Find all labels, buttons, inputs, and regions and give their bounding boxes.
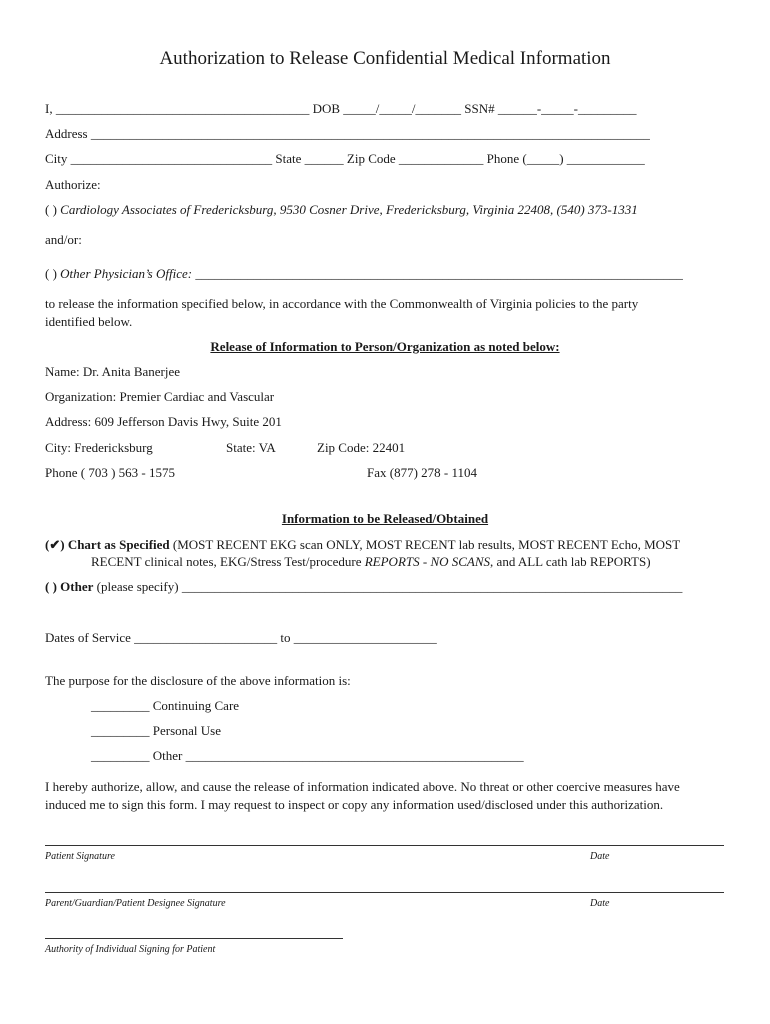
recipient-zip: Zip Code: 22401 (317, 440, 406, 455)
authorize-option-cardiology[interactable] (45, 202, 638, 218)
guardian-signature-line[interactable] (45, 892, 724, 893)
recipient-name: Name: Dr. Anita Banerjee (45, 364, 181, 379)
recipient-heading: Release of Information to Person/Organization as noted below: (210, 339, 560, 354)
purpose-option-personal-use[interactable]: _________ Personal Use (91, 723, 221, 738)
other-physician-label: Other Physician’s Office: (60, 266, 193, 281)
option-checkbox[interactable]: ( ) (45, 266, 57, 281)
chart-as-specified-option[interactable] (45, 537, 680, 553)
release-text-line-2: identified below. (45, 314, 133, 329)
recipient-city: City: Fredericksburg (45, 440, 153, 455)
chart-description-line-1: (MOST RECENT EKG scan ONLY, MOST RECENT lab results, MOST RECENT Echo, MOST (169, 537, 681, 552)
checkmark-icon[interactable]: (✔) (45, 537, 65, 552)
other-label: Other (60, 579, 94, 594)
chart-desc-part-a: RECENT clinical notes, EKG/Stress Test/procedure (91, 554, 365, 569)
consent-line-1: I hereby authorize, allow, and cause the release of information indicated above. No threat or other coercive measures have (45, 779, 680, 794)
recipient-fax: Fax (877) 278 - 1104 (367, 465, 478, 480)
address-line[interactable]: Address ______________________________________________________________________________________ (45, 126, 650, 141)
release-text-line-1: to release the information specified below, in accordance with the Commonwealth of Virginia policies to the party (45, 296, 639, 311)
authority-line[interactable] (45, 938, 343, 939)
authority-label: Authority of Individual Signing for Patient (45, 944, 216, 955)
city-state-zip-phone-line[interactable]: City _______________________________ State ______ Zip Code _____________ Phone (_____) ____________ (45, 151, 645, 166)
recipient-phone: Phone ( 703 ) 563 - 1575 (45, 465, 175, 480)
date-label: Date (590, 851, 610, 862)
patient-signature-line[interactable] (45, 845, 724, 846)
recipient-address: Address: 609 Jefferson Davis Hwy, Suite 201 (45, 414, 282, 429)
option-checkbox[interactable]: ( ) (45, 202, 57, 217)
cardiology-associates-text: Cardiology Associates of Fredericksburg, 9530 Cosner Drive, Fredericksburg, Virginia 22408, (540) 373-1331 (60, 202, 638, 217)
chart-as-specified-label: Chart as Specified (67, 537, 170, 552)
chart-desc-part-c: , and ALL cath lab REPORTS) (490, 554, 651, 569)
authorize-label: Authorize: (45, 177, 101, 192)
purpose-label: The purpose for the disclosure of the above information is: (45, 673, 351, 688)
purpose-option-other[interactable]: _________ Other ____________________________________________________ (91, 748, 524, 763)
recipient-organization: Organization: Premier Cardiac and Vascular (45, 389, 275, 404)
andor-label: and/or: (45, 232, 82, 247)
form-title: Authorization to Release Confidential Medical Information (159, 48, 611, 69)
authorize-option-other-office[interactable] (45, 266, 683, 282)
patient-signature-label: Patient Signature (45, 851, 115, 862)
chart-desc-reports: REPORTS - NO SCANS (364, 554, 491, 569)
purpose-option-continuing-care[interactable]: _________ Continuing Care (91, 698, 240, 713)
information-heading: Information to be Released/Obtained (281, 511, 489, 526)
other-physician-blank[interactable]: ___________________________________________________________________________ (192, 266, 683, 281)
patient-info-line[interactable]: I, _______________________________________ DOB _____/_____/_______ SSN# ______-_____-_________ (45, 101, 637, 116)
option-checkbox[interactable]: ( ) (45, 579, 57, 594)
guardian-signature-label: Parent/Guardian/Patient Designee Signature (45, 898, 226, 909)
date-label: Date (590, 898, 610, 909)
chart-description-line-2 (91, 554, 651, 570)
other-specify-blank[interactable]: (please specify) _____________________________________________________________________________ (93, 579, 683, 594)
consent-line-2: induced me to sign this form. I may request to inspect or copy any information used/disclosed under this authorization. (45, 797, 664, 812)
recipient-state: State: VA (226, 440, 276, 455)
dates-of-service-line[interactable]: Dates of Service ______________________ to ______________________ (45, 630, 437, 645)
other-information-option[interactable] (45, 579, 682, 595)
